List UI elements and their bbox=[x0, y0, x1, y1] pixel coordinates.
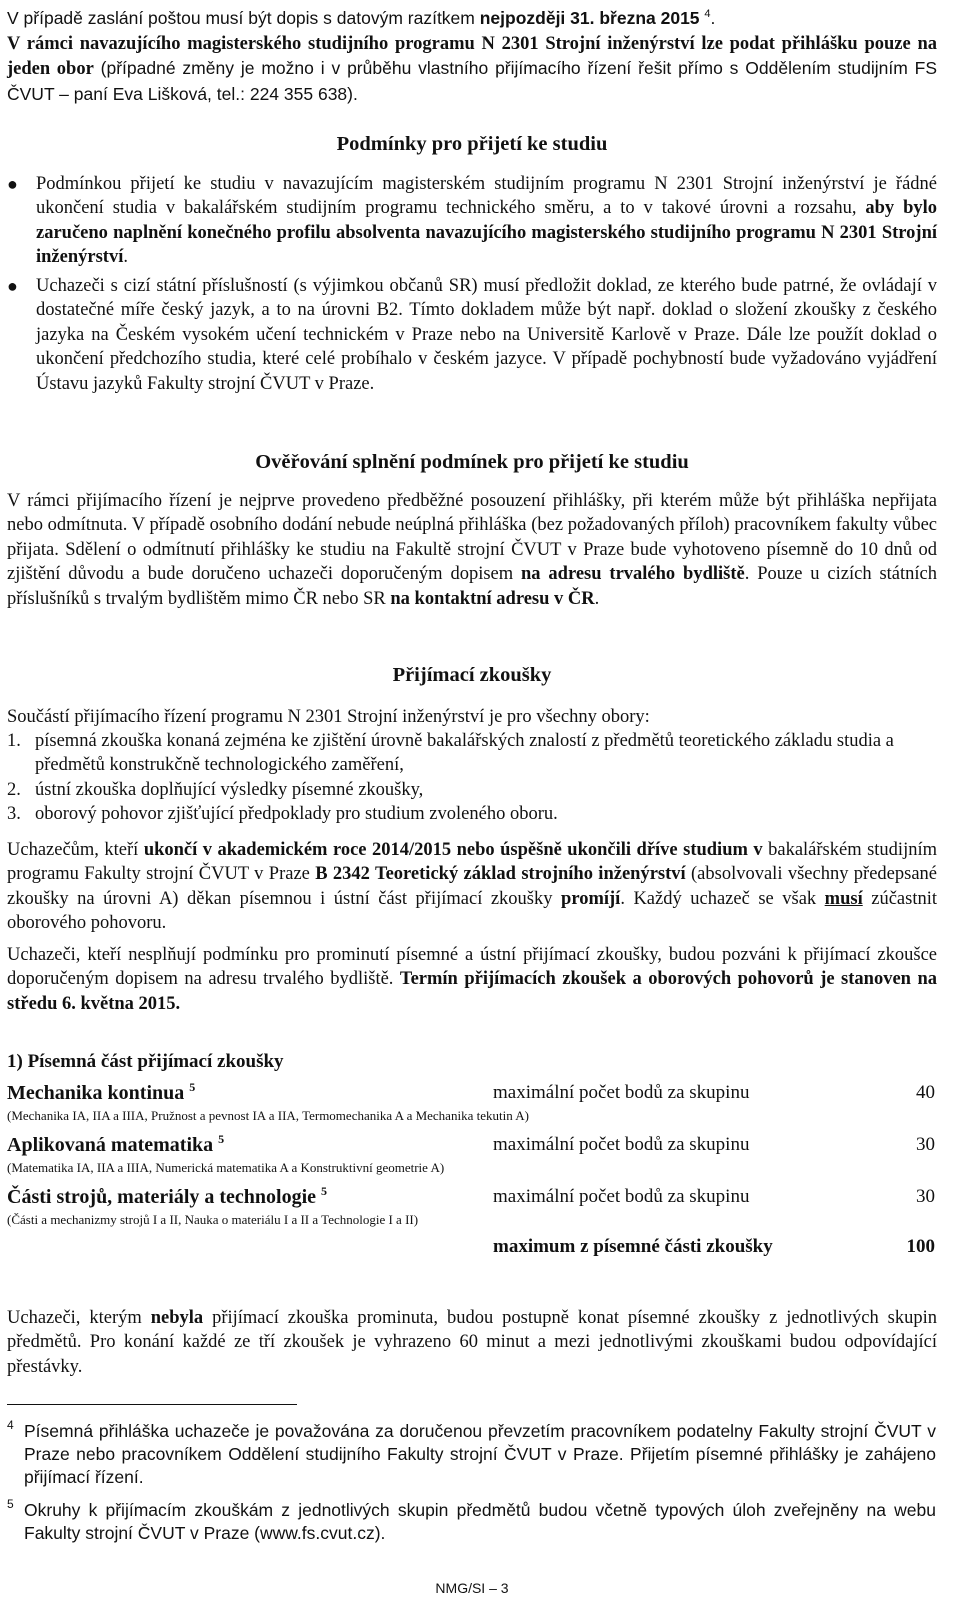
verification-paragraph bbox=[7, 489, 937, 611]
subject-name-text: Aplikovaná matematika bbox=[7, 1134, 214, 1156]
subject-points: 30 bbox=[916, 1134, 935, 1155]
subject-row bbox=[7, 1184, 937, 1211]
footnote-ref: 4 bbox=[704, 8, 711, 20]
written-maximum-row bbox=[7, 1236, 937, 1262]
exam-item-number: 2. bbox=[7, 779, 21, 800]
written-heading: 1) Písemná část přijímací zkoušky bbox=[7, 1051, 284, 1072]
subject-note: (Matematika IA, IIA a IIIA, Numerická matematika A a Konstruktivní geometrie A) bbox=[7, 1160, 445, 1175]
invitation-text: Uchazeči, kteří nesplňují podmínku pro prominutí písemné a ústní přijímací zkoušky, budou pozváni k přijímací zkoušce doporučeným dopisem na adresu trvalého bydliště. bbox=[7, 945, 937, 990]
deadline-date: nejpozději 31. března 2015 bbox=[479, 7, 700, 28]
footnote-mark: 4 bbox=[7, 1418, 14, 1432]
waiver-paragraph bbox=[7, 838, 937, 936]
subject-name-text: Části strojů, materiály a technologie bbox=[7, 1186, 317, 1208]
exams-list bbox=[7, 729, 937, 827]
subject-points: 40 bbox=[916, 1082, 935, 1103]
conditions-heading: Podmínky pro přijetí ke studiu bbox=[336, 133, 608, 155]
waiver-end: zúčastnit oborového pohovoru. bbox=[7, 888, 937, 934]
one-field-bold: V rámci navazujícího magisterského studijního programu N 2301 Strojní inženýrství lze podat přihlášku pouze na jeden obor bbox=[7, 34, 937, 80]
waiver-must: musí bbox=[824, 888, 863, 909]
subject-note: (Části a mechanizmy strojů I a II, Nauka o materiálu I a II a Technologie I a II) bbox=[7, 1212, 419, 1227]
verification-bold-2: na kontaktní adresu v ČR bbox=[390, 588, 595, 609]
verification-heading: Ověřování splnění podmínek pro přijetí ke studiu bbox=[255, 451, 689, 473]
footnote-divider bbox=[7, 1404, 297, 1405]
exam-item-text: oborový pohovor zjišťující předpoklady pro studium zvoleného oboru. bbox=[35, 804, 558, 825]
exam-item-number: 3. bbox=[7, 804, 21, 825]
exam-item bbox=[7, 778, 937, 802]
exam-item bbox=[7, 729, 937, 778]
bullet-icon: ● bbox=[7, 174, 18, 194]
verification-text: V rámci přijímacího řízení je nejprve provedeno předběžné posouzení přihlášky, při kterém může být přihláška nepřijata nebo odmítnuta. V případě osobního dodání nebude neúplná přihláška (bez požadovaných příloh) pracovníkem fakulty vůbec přijata. Sdělení o odmítnutí přihlášky ke studiu na Fakultě strojní ČVUT v Praze bude vyhotoveno písemně do 10 dnů od zjištění důvodu a bude doručeno uchazeči doporučeným dopisem bbox=[7, 491, 937, 585]
deadline-text: V případě zaslání poštou musí být dopis s datovým razítkem bbox=[7, 7, 480, 28]
written-subjects bbox=[7, 1080, 937, 1228]
points-label: maximální počet bodů za skupinu bbox=[493, 1082, 750, 1103]
exams-heading: Přijímací zkoušky bbox=[392, 664, 552, 686]
exam-item-number: 1. bbox=[7, 731, 21, 751]
one-field-paragraph bbox=[7, 32, 937, 107]
after-text: Uchazeči, kterým bbox=[7, 1308, 151, 1328]
waiver-text: Uchazečům, kteří bbox=[7, 840, 144, 860]
waiver-text-2: bakalářském studijním programu Fakulty strojní ČVUT v Praze bbox=[7, 840, 937, 885]
bullet-icon: ● bbox=[7, 276, 18, 296]
footnote-text: Písemná přihláška uchazeče je považována za doručenou převzetím pracovníkem podatelny Fakulty strojní ČVUT v Praze nebo pracovníkem Oddělení studijního Fakulty strojní ČVUT v Praze. Přijetím písemné přihlášky je zahájeno přijímací řízení. bbox=[24, 1421, 936, 1487]
exam-date: Termín přijímacích zkoušek a oborových pohovorů je stanoven na středu 6. května 2015. bbox=[7, 969, 937, 1014]
exams-intro: Součástí přijímacího řízení programu N 2301 Strojní inženýrství je pro všechny obory: bbox=[7, 707, 650, 727]
written-after-paragraph bbox=[7, 1306, 937, 1379]
condition-text: Podmínkou přijetí ke studiu v navazujícím magisterském studijním programu N 2301 Strojní inženýrství je řádné ukončení studia v bakalářském studijním programu technického směru, a to v takové úrovni a rozsahu, bbox=[36, 174, 937, 219]
maximum-value: 100 bbox=[906, 1236, 935, 1257]
maximum-label: maximum z písemné části zkoušky bbox=[493, 1236, 773, 1257]
subject-row bbox=[7, 1132, 937, 1159]
footnote-ref: 5 bbox=[218, 1132, 225, 1146]
condition-end: . bbox=[123, 247, 128, 268]
page-footer: NMG/SI – 3 bbox=[435, 1580, 509, 1596]
invitation-paragraph bbox=[7, 943, 937, 1016]
subject-note: (Mechanika IA, IIA a IIIA, Pružnost a pevnost IA a IIA, Termomechanika A a Mechanika tekutin A) bbox=[7, 1108, 529, 1123]
condition-bold: aby bylo zaručeno naplnění konečného profilu absolventa navazujícího magisterského studijního programu N 2301 Strojní inženýrství bbox=[36, 198, 937, 268]
waiver-bold-2: B 2342 Teoretický základ strojního inženýrství bbox=[315, 864, 686, 885]
footnote-4 bbox=[7, 1420, 936, 1489]
subject-row bbox=[7, 1080, 937, 1107]
language-requirement: Uchazeči s cizí státní příslušností (s výjimkou občanů SR) musí předložit doklad, ze kterého bude patrné, že ovládají v dostatečné míře český jazyk, a to na úrovni B2. Tímto dokladem může být např. doklad o složení zkoušky z českého jazyka na Českém vysokém učení technickém v Praze nebo na Universitě Karlově v Praze. Dále lze použít doklad o ukončení předchozího studia, které celé probíhalo v českém jazyce. V případě pochybností bude vyžadováno vyjádření Ústavu jazyků Fakulty strojní ČVUT v Praze. bbox=[36, 276, 937, 394]
subject-points: 30 bbox=[916, 1186, 935, 1207]
conditions-bullet-2 bbox=[7, 274, 937, 396]
conditions-bullet-1 bbox=[7, 172, 937, 270]
subject-name-text: Mechanika kontinua bbox=[7, 1082, 185, 1104]
after-rest: přijímací zkouška prominuta, budou postupně konat písemné zkoušky z jednotlivých skupin předmětů. Pro konání každé ze tří zkoušek je vyhrazeno 60 minut a mezi jednotlivými zkouškami budou odpovídající přestávky. bbox=[7, 1308, 937, 1377]
footnote-5 bbox=[7, 1499, 936, 1545]
verification-bold-1: na adresu trvalého bydliště bbox=[521, 564, 745, 585]
exam-item-text: písemná zkouška konaná zejména ke zjištění úrovně bakalářských znalostí z předmětů teoretického základu studia a předmětů konstrukčně technologického zaměření, bbox=[35, 731, 894, 776]
footnote-mark: 5 bbox=[7, 1497, 14, 1511]
after-bold: nebyla bbox=[150, 1308, 204, 1328]
footnote-text: Okruhy k přijímacím zkouškám z jednotlivých skupin předmětů budou včetně typových úloh zveřejněny na webu Fakulty strojní ČVUT v Praze (www.fs.cvut.cz). bbox=[24, 1500, 936, 1543]
deadline-paragraph bbox=[7, 2, 937, 30]
exam-item-text: ústní zkouška doplňující výsledky písemné zkoušky, bbox=[35, 779, 424, 800]
deadline-end: . bbox=[710, 7, 716, 28]
waiver-text-3: (absolvovali všechny předepsané zkoušky na úrovni A) děkan písemnou i ústní část přijímací zkoušky bbox=[7, 864, 937, 909]
exam-item bbox=[7, 802, 937, 826]
waiver-bold-3: promíjí bbox=[561, 888, 621, 909]
points-label: maximální počet bodů za skupinu bbox=[493, 1134, 750, 1155]
subject-name bbox=[7, 1184, 327, 1209]
verification-text-2: . Pouze u cizích státních příslušníků s trvalým bydlištěm mimo ČR nebo SR bbox=[7, 564, 938, 609]
subject-name bbox=[7, 1132, 224, 1157]
one-field-rest: (případné změny je možno i v průběhu vlastního přijímacího řízení řešit přímo s Oddělením studijním FS ČVUT – paní Eva Lišková, tel.: 224 355 638). bbox=[7, 58, 937, 104]
footnote-ref: 5 bbox=[321, 1184, 328, 1198]
waiver-bold-1: ukončí v akademickém roce 2014/2015 nebo úspěšně ukončili dříve studium v bbox=[143, 840, 763, 860]
subject-name bbox=[7, 1080, 195, 1105]
footnote-ref: 5 bbox=[189, 1080, 196, 1094]
verification-end: . bbox=[594, 588, 600, 609]
points-label: maximální počet bodů za skupinu bbox=[493, 1186, 750, 1207]
waiver-text-4: . Každý uchazeč se však bbox=[620, 888, 825, 909]
